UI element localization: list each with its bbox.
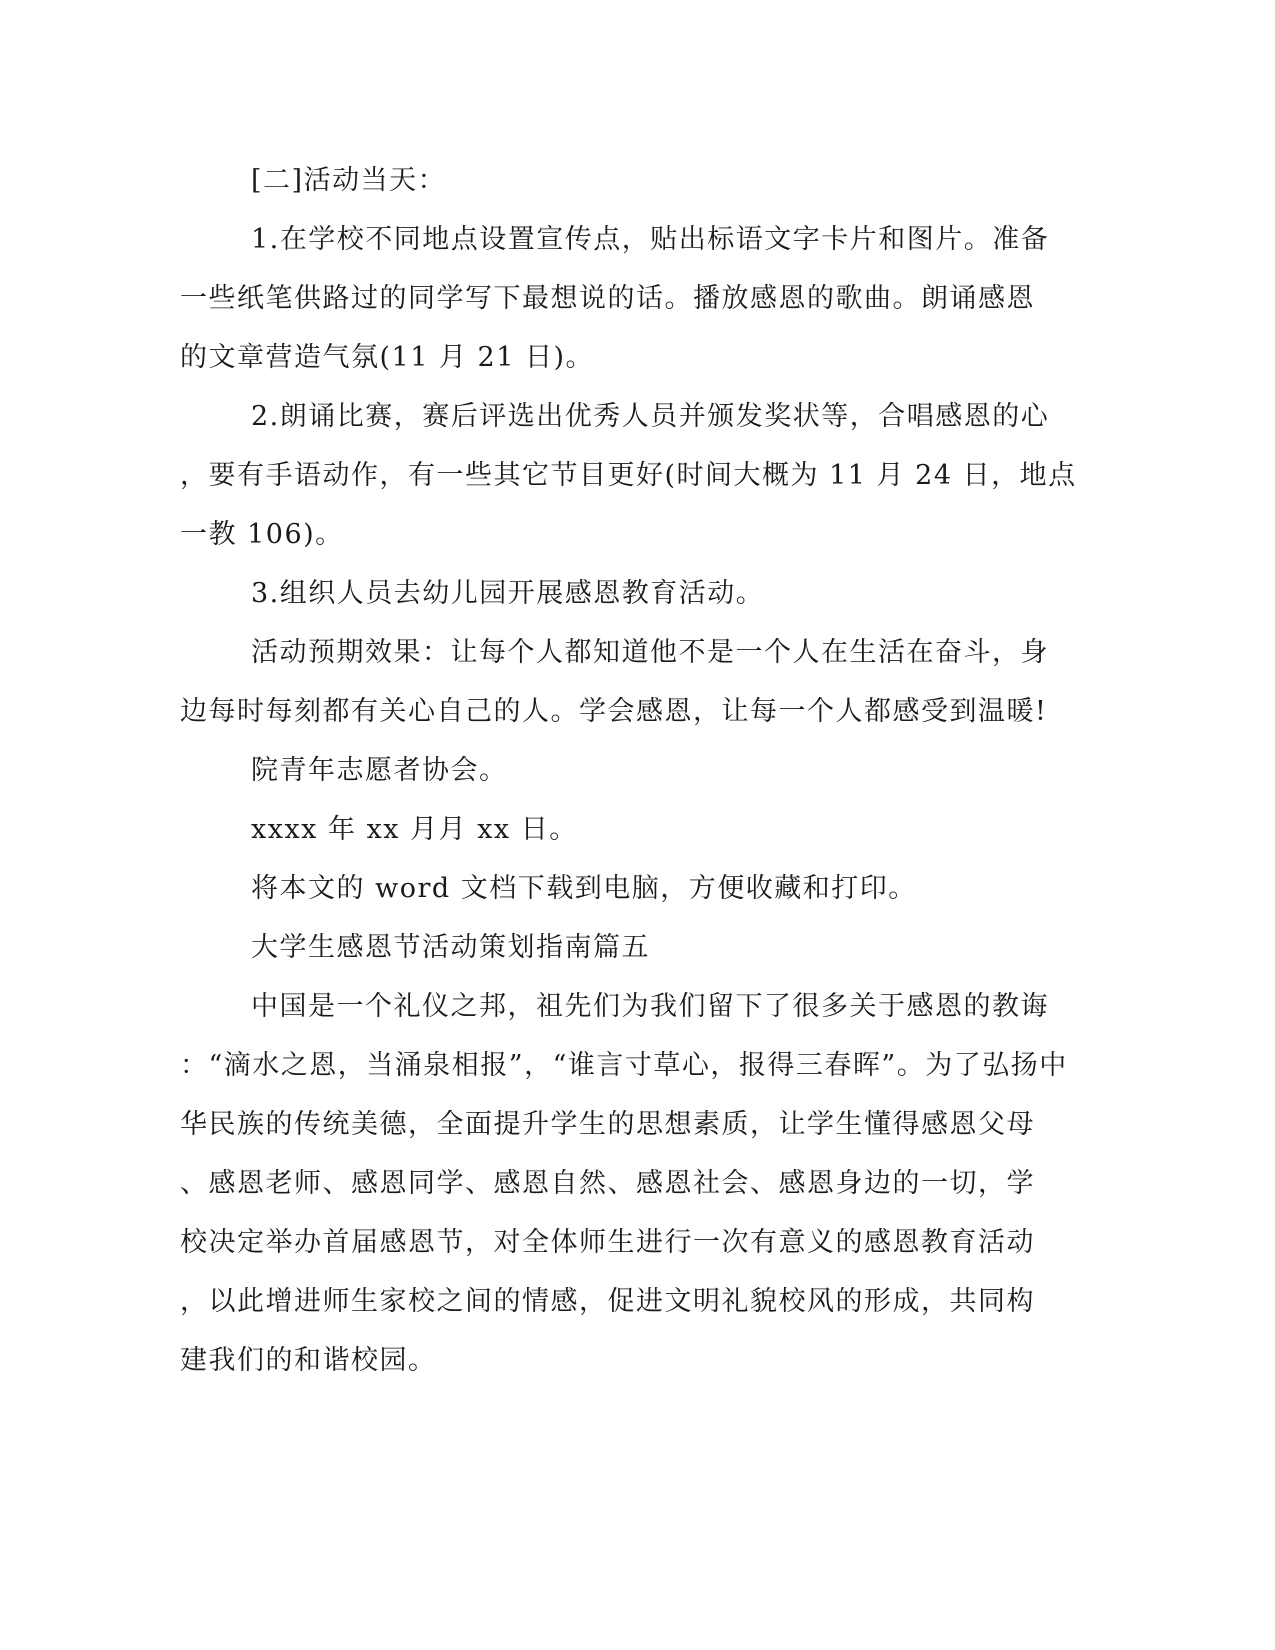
text-line: 活动预期效果：让每个人都知道他不是一个人在生活在奋斗，身 [251, 637, 1049, 668]
text-line: 边每时每刻都有关心自己的人。学会感恩，让每一个人都感受到温暖! [180, 696, 1048, 727]
text-line: 3.组织人员去幼儿园开展感恩教育活动。 [251, 578, 765, 609]
text-line: 一教 106)。 [180, 519, 344, 550]
text-line: 华民族的传统美德，全面提升学生的思想素质，让学生懂得感恩父母 [180, 1109, 1035, 1140]
text-line: 建我们的和谐校园。 [180, 1345, 437, 1376]
text-line: 中国是一个礼仪之邦，祖先们为我们留下了很多关于感恩的教诲 [251, 991, 1049, 1022]
text-line: ，要有手语动作，有一些其它节目更好(时间大概为 11 月 24 日，地点 [180, 460, 1077, 491]
text-line: 2.朗诵比赛，赛后评选出优秀人员并颁发奖状等，合唱感恩的心 [251, 401, 1050, 432]
text-line: 一些纸笔供路过的同学写下最想说的话。播放感恩的歌曲。朗诵感恩 [180, 283, 1035, 314]
text-line: 1.在学校不同地点设置宣传点，贴出标语文字卡片和图片。准备 [251, 224, 1050, 255]
text-line: 将本文的 word 文档下载到电脑，方便收藏和打印。 [251, 873, 917, 904]
text-line: ，以此增进师生家校之间的情感，促进文明礼貌校风的形成，共同构 [180, 1286, 1035, 1317]
text-line: 院青年志愿者协会。 [251, 755, 508, 786]
section-heading: 大学生感恩节活动策划指南篇五 [251, 932, 650, 963]
text-line: xxxx 年 xx 月月 xx 日。 [251, 814, 578, 845]
text-line: [二]活动当天： [251, 165, 447, 196]
text-line: 的文章营造气氛(11 月 21 日)。 [180, 342, 595, 373]
text-line: 校决定举办首届感恩节，对全体师生进行一次有意义的感恩教育活动 [180, 1227, 1035, 1258]
text-line: 、感恩老师、感恩同学、感恩自然、感恩社会、感恩身边的一切，学 [180, 1168, 1035, 1199]
text-line: ：“滴水之恩，当涌泉相报”，“谁言寸草心，报得三春晖”。为了弘扬中 [180, 1050, 1068, 1081]
